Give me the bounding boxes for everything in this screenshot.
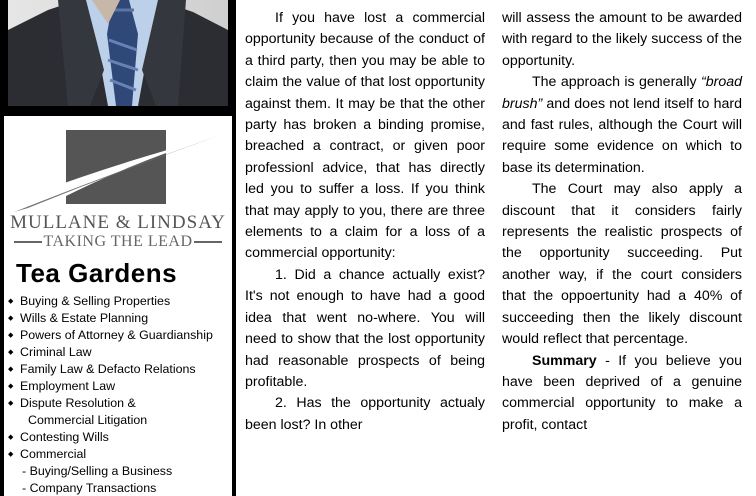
services-list xyxy=(8,293,232,496)
summary-paragraph xyxy=(502,351,742,437)
service-subitem: - Company Transactions xyxy=(22,481,157,495)
lawyer-photo xyxy=(8,0,228,106)
service-item: ◆ Contesting Wills xyxy=(8,429,232,446)
service-item: ◆ Wills & Estate Planning xyxy=(8,310,232,327)
service-item: ◆ Employment Law xyxy=(8,378,232,395)
article-paragraph: The Court may also apply a discount that it considers fairly represents the realistic prospects of the opportunity succeeding. Put another way, if the court considers that the oppoertunity had a 40% of succeeding then the likely discount would reflect that percentage. xyxy=(502,181,742,348)
summary-label: Summary xyxy=(532,352,597,369)
service-item: ◆ Family Law & Defacto Relations xyxy=(8,361,232,378)
italic-phrase: “broad brush” xyxy=(502,74,742,112)
office-location: Tea Gardens xyxy=(16,258,178,288)
firm-tagline xyxy=(10,233,226,251)
text-run: and does not lend itself to hard and fast rules, although the Court will require some evidence on which to base its determination. xyxy=(502,95,742,176)
service-item: ◆ Dispute Resolution & xyxy=(8,395,232,412)
left-sidebar xyxy=(0,0,236,496)
service-subitem: - Buying/Selling a Business xyxy=(22,464,173,478)
firm-advertisement xyxy=(4,116,232,496)
service-item-continued: Commercial Litigation xyxy=(28,413,148,427)
firm-name: MULLANE & LINDSAY xyxy=(10,212,226,233)
article-paragraph: 1. Did a chance actually exist? It's not enough to have had a good idea that went no-where. You will need to show that the lost opportunity had reasonable prospects of being profitable. xyxy=(245,266,485,390)
tagline-rule-right xyxy=(194,241,222,243)
article-paragraph: If you have lost a commercial opportunity because of the conduct of a third party, then you may be able to claim the value of that lost opportunity against them. It may be that the other party has broken a binding promise, breached a contract, or given poor professionl advice, that has directly led you to suffer a loss. If you think that may apply to you, there are three elements to a claim for a loss of a commercial opportunity: xyxy=(245,10,485,262)
service-item: ◆ Powers of Attorney & Guardianship xyxy=(8,327,232,344)
article-body xyxy=(236,0,756,496)
article-column-right xyxy=(502,8,742,436)
article-column-left xyxy=(245,8,485,436)
service-item: ◆ Buying & Selling Properties xyxy=(8,293,232,310)
summary-text: - If you believe you have been deprived of a genuine commercial opportunity to make a profit, contact xyxy=(502,352,742,433)
service-item: ◆ Criminal Law xyxy=(8,344,232,361)
portrait-image xyxy=(8,0,228,106)
article-paragraph: 2. Has the opportunity actualy been lost? In other xyxy=(245,395,485,433)
service-item: ◆ Commercial xyxy=(8,446,232,463)
tagline-text: TAKING THE LEAD xyxy=(43,233,193,250)
text-run: The approach is generally xyxy=(532,74,701,91)
article-paragraph: will assess the amount to be awarded with regard to the likely success of the opportunity. xyxy=(502,10,742,69)
article-paragraph xyxy=(502,72,742,179)
